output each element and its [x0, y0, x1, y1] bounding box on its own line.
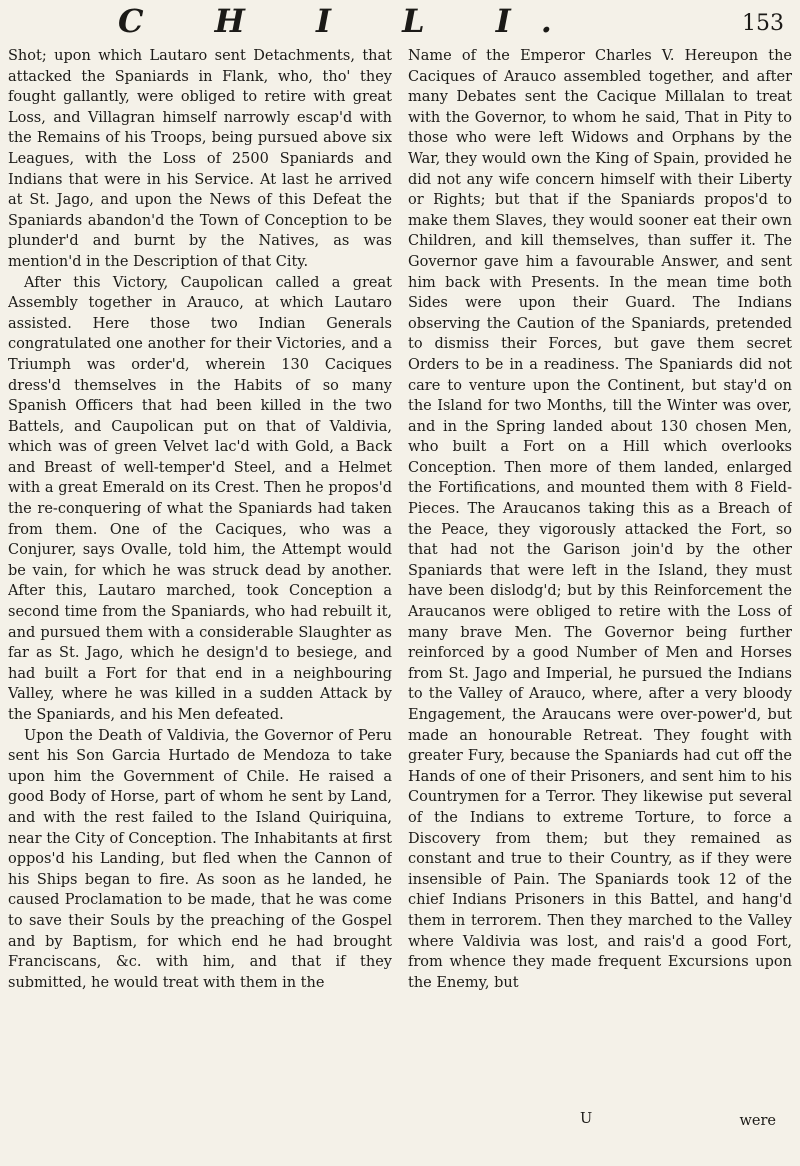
paragraph: Upon the Death of Valdivia, the Governor of Peru sent his Son Garcia Hurtado de Mendoza to take upon him the Government of Chile. He raised a good Body of Horse, part of whom he sent by Land, and with the rest failed to the Island Quiriquina, near the City of Conception. The Inhabitants at first oppos'd his Landing, but fled when the Cannon of his Ships began to fire. As soon as he landed, he caused Proclamation to be made, that he was come to save their Souls by the preaching of the Gospel and by Baptism, for which end he had brought Franciscans, &c. with him, and that if they submitted, he would treat with them in the — [8, 727, 392, 991]
running-head: C H I L I. — [118, 2, 582, 40]
signature-mark: U — [580, 1111, 593, 1127]
page-number: 153 — [742, 11, 784, 36]
page-header — [0, 0, 800, 44]
catchword: were — [739, 1113, 776, 1129]
paragraph: Name of the Emperor Charles V. Hereupon the Caciques of Arauco assembled together, and after many Debates sent the Cacique Millalan to treat with the Governor, to whom he said, That in Pity to those who were left Widows and Orphans by the War, they would own the King of Spain, provided he did not any wife concern himself with their Liberty or Rights; but that if the Spaniards propos'd to make them Slaves, they would sooner eat their own Children, and kill themselves, than suffer it. The Governor gave him a favourable Answer, and sent him back with Presents. In the mean time both Sides were upon their Guard. The Indians observing the Caution of the Spaniards, pretended to dismiss their Forces, but gave them secret Orders to be in a readiness. The Spaniards did not care to venture upon the Continent, but stay'd on the Island for two Months, till the Winter was over, and in the Spring landed about 130 chosen Men, who built a Fort on a Hill which overlooks Conception. Then more of them landed, enlarged the Fortifications, and mounted them with 8 Field-Pieces. The Araucanos taking this as a Breach of the Peace, they vigorously attacked the Fort, so that had not the Garison join'd by the other Spaniards that were left in the Island, they must have been dislodg'd; but by this Reinforcement the Araucanos were obliged to retire with the Loss of many brave Men. The Governor being further reinforced by a good Number of Men and Horses from St. Jago and Imperial, he pursued the Indians to the Valley of Arauco, where, after a very bloody Engagement, the Araucans were over-power'd, but made an honourable Retreat. They fought with greater Fury, because the Spaniards had cut off the Hands of one of their Prisoners, and sent him to his Countrymen for a Terror. They likewise put several of the Indians to extreme Torture, to force a Discovery from them; but they remained as constant and true to their Country, as if they were insensible of Pain. The Spaniards took 12 of the chief Indians Prisoners in this Battel, and hang'd them in terrorem. Then they marched to the Valley where Valdivia was lost, and rais'd a good Fort, from whence they made frequent Excursions upon the Enemy, but — [408, 48, 792, 991]
right-column — [408, 46, 792, 1121]
left-column — [8, 46, 392, 1121]
paragraph: After this Victory, Caupolican called a great Assembly together in Arauco, at which Lautaro assisted. Here those two Indian Generals congratulated one another for their Victories, and a Triumph was order'd, wherein 130 Caciques dress'd themselves in the Habits of so many Spanish Officers that had been killed in the two Battels, and Caupolican put on that of Valdivia, which was of green Velvet lac'd with Gold, a Back and Breast of well-temper'd Steel, and a Helmet with a great Emerald on its Crest. Then he propos'd the re-conquering of what the Spaniards had taken from them. One of the Caciques, who was a Conjurer, says Ovalle, told him, the Attempt would be vain, for which he was struck dead by another. After this, Lautaro marched, took Conception a second time from the Spaniards, who had rebuilt it, and pursued them with a considerable Slaughter as far as St. Jago, which he design'd to besiege, and had built a Fort for that end in a neighbouring Valley, where he was killed in a sudden Attack by the Spaniards, and his Men defeated. — [8, 274, 392, 723]
text-columns — [8, 46, 792, 1121]
paragraph: Shot; upon which Lautaro sent Detachments, that attacked the Spaniards in Flank, who, tho' they fought gallantly, were obliged to retire with great Loss, and Villagran himself narrowly escap'd with the Remains of his Troops, being pursued above six Leagues, with the Loss of 2500 Spaniards and Indians that were in his Service. At last he arrived at St. Jago, and upon the News of this Defeat the Spaniards abandon'd the Town of Conception to be plunder'd and burnt by the Natives, as was mention'd in the Description of that City. — [8, 48, 392, 270]
